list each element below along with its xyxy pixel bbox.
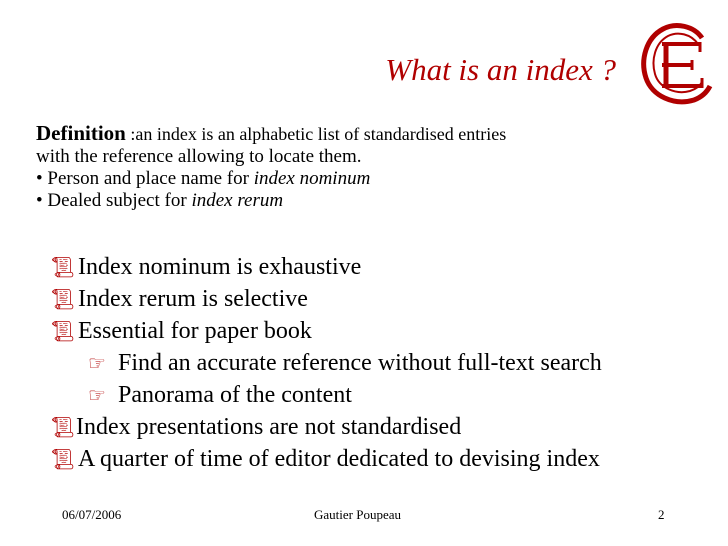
list-item [50, 444, 602, 476]
definition-block [36, 122, 716, 212]
footer-date: 06/07/2006 [62, 507, 122, 522]
scroll-icon: 📜︎ [50, 289, 76, 311]
definition-line [36, 122, 716, 146]
ce-monogram-logo [636, 20, 718, 106]
list-item [50, 252, 602, 284]
definition-term: Definition [36, 121, 126, 145]
bullet-list [50, 252, 602, 476]
definition-bullet-rerum [36, 190, 716, 212]
definition-bullet-nominum [36, 168, 716, 190]
scroll-icon: 📜︎ [50, 417, 76, 439]
list-item-text: Index presentations are not standardised [76, 414, 462, 440]
slide-title: What is an index ? [385, 52, 616, 87]
definition-bullet-text: • Person and place name for [36, 168, 254, 189]
list-item-text: Panorama of the content [118, 382, 352, 408]
sub-list-item [50, 380, 602, 412]
pointing-hand-icon: ☞ [88, 353, 106, 375]
list-item [50, 412, 602, 444]
list-item-text: A quarter of time of editor dedicated to devising index [78, 446, 600, 472]
list-item [50, 316, 602, 348]
list-item-text: Index rerum is selective [78, 286, 308, 312]
footer-page-number: 2 [658, 507, 665, 522]
definition-bullet-emphasis: index rerum [191, 190, 284, 211]
definition-continuation: with the reference allowing to locate them. [36, 146, 362, 167]
list-item-text: Essential for paper book [78, 318, 312, 344]
pointing-hand-icon: ☞ [88, 385, 106, 407]
list-item-text: Index nominum is exhaustive [78, 254, 362, 280]
list-item [50, 284, 602, 316]
sub-list-item [50, 348, 602, 380]
definition-bullet-text: • Dealed subject for [36, 190, 192, 211]
scroll-icon: 📜︎ [50, 449, 76, 471]
footer-author: Gautier Poupeau [314, 507, 402, 522]
definition-lead: :an index is an alphabetic list of standardised entries [125, 124, 507, 144]
list-item-text: Find an accurate reference without full-text search [118, 350, 602, 376]
definition-bullet-emphasis: index nominum [253, 168, 371, 189]
scroll-icon: 📜︎ [50, 257, 76, 279]
scroll-icon: 📜︎ [50, 321, 76, 343]
